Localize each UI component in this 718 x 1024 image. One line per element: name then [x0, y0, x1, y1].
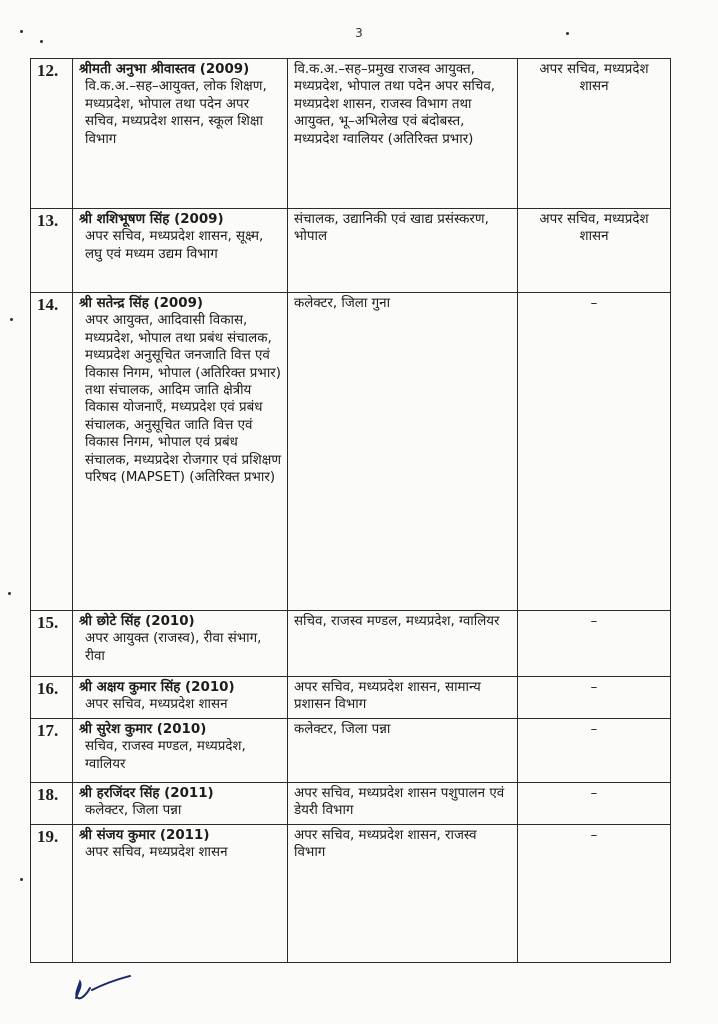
- transfer-order-table: [30, 58, 671, 963]
- officer-name: श्री हरजिंदर सिंह (2011): [79, 786, 214, 801]
- officer-cell: [73, 783, 288, 825]
- serial-cell: [31, 719, 73, 783]
- officer-cell: [73, 293, 288, 611]
- serial-number: 12.: [37, 61, 59, 80]
- serial-cell: [31, 59, 73, 209]
- serial-number: 16.: [37, 679, 59, 698]
- officer-current-post: अपर आयुक्त (राजस्व), रीवा संभाग, रीवा: [85, 631, 262, 664]
- new-posting-cell: संचालक, उद्यानिकी एवं खाद्य प्रसंस्करण, भोपाल: [288, 209, 518, 293]
- rank-cell: [518, 783, 671, 825]
- serial-number: 14.: [37, 295, 59, 314]
- serial-number: 15.: [37, 613, 59, 632]
- new-posting-cell: कलेक्टर, जिला गुना: [288, 293, 518, 611]
- table-row: [31, 719, 671, 783]
- officer-name: श्री संजय कुमार (2011): [79, 828, 210, 843]
- officer-cell: [73, 59, 288, 209]
- table-row: [31, 825, 671, 963]
- rank-text: –: [590, 828, 598, 843]
- rank-text: –: [590, 680, 598, 695]
- rank-cell: [518, 293, 671, 611]
- rank-cell: [518, 611, 671, 677]
- serial-cell: [31, 611, 73, 677]
- serial-cell: [31, 209, 73, 293]
- officer-name: श्रीमती अनुभा श्रीवास्तव (2009): [79, 62, 250, 77]
- scan-speck: [40, 40, 43, 43]
- officer-name: श्री सतेन्द्र सिंह (2009): [79, 296, 204, 311]
- rank-text: अपर सचिव, मध्यप्रदेश शासन: [539, 62, 649, 95]
- officer-cell: [73, 719, 288, 783]
- rank-cell: [518, 719, 671, 783]
- new-posting-cell: अपर सचिव, मध्यप्रदेश शासन, राजस्व विभाग: [288, 825, 518, 963]
- serial-number: 19.: [37, 827, 59, 846]
- table-row: [31, 209, 671, 293]
- rank-text: –: [590, 786, 598, 801]
- rank-cell: [518, 59, 671, 209]
- rank-text: अपर सचिव, मध्यप्रदेश शासन: [539, 212, 649, 245]
- rank-cell: [518, 209, 671, 293]
- officer-current-post: कलेक्टर, जिला पन्ना: [85, 803, 182, 819]
- rank-text: –: [590, 722, 598, 737]
- table-row: [31, 677, 671, 719]
- scan-speck: [20, 878, 23, 881]
- new-posting-cell: सचिव, राजस्व मण्डल, मध्यप्रदेश, ग्वालियर: [288, 611, 518, 677]
- new-posting-cell: वि.क.अ.–सह–प्रमुख राजस्व आयुक्त, मध्यप्रदेश, भोपाल तथा पदेन अपर सचिव, मध्यप्रदेश शासन, राजस्व विभाग तथा आयुक्त, भू–अभिलेख एवं बंदोबस्त, मध्यप्रदेश ग्वालियर (अतिरिक्त प्रभार): [288, 59, 518, 209]
- officer-current-post: वि.क.अ.–सह–आयुक्त, लोक शिक्षण, मध्यप्रदेश, भोपाल तथा पदेन अपर सचिव, मध्यप्रदेश शासन, स्कूल शिक्षा विभाग: [85, 79, 267, 147]
- officer-current-post: सचिव, राजस्व मण्डल, मध्यप्रदेश, ग्वालियर: [85, 739, 246, 772]
- officer-cell: [73, 677, 288, 719]
- officer-current-post: अपर आयुक्त, आदिवासी विकास, मध्यप्रदेश, भोपाल तथा प्रबंध संचालक, मध्यप्रदेश अनुसूचित जनजाति वित्त एवं विकास निगम, भोपाल (अतिरिक्त प्रभार) तथा संचालक, आदिम जाति क्षेत्रीय विकास योजनाएँ, मध्यप्रदेश एवं प्रबंध संचालक, अनुसूचित जाति वित्त एवं विकास निगम, भोपाल एवं प्रबंध संचालक, मध्यप्रदेश रोजगार एवं प्रशिक्षण परिषद (MAPSET) (अतिरिक्त प्रभार): [85, 313, 282, 486]
- serial-number: 13.: [37, 211, 59, 230]
- new-posting-cell: अपर सचिव, मध्यप्रदेश शासन पशुपालन एवं डेयरी विभाग: [288, 783, 518, 825]
- new-posting-cell: कलेक्टर, जिला पन्ना: [288, 719, 518, 783]
- table-row: [31, 783, 671, 825]
- officer-cell: [73, 209, 288, 293]
- serial-number: 18.: [37, 785, 59, 804]
- serial-cell: [31, 825, 73, 963]
- officer-current-post: अपर सचिव, मध्यप्रदेश शासन: [85, 697, 228, 713]
- rank-text: –: [590, 296, 598, 311]
- table-row: [31, 611, 671, 677]
- officer-current-post: अपर सचिव, मध्यप्रदेश शासन, सूक्ष्म, लघु एवं मध्यम उद्यम विभाग: [85, 229, 264, 262]
- serial-cell: [31, 783, 73, 825]
- signature-mark: [70, 968, 140, 1004]
- officer-name: श्री अक्षय कुमार सिंह (2010): [79, 680, 235, 695]
- officer-name: श्री शशिभूषण सिंह (2009): [79, 212, 224, 227]
- table-row: [31, 59, 671, 209]
- new-posting-cell: अपर सचिव, मध्यप्रदेश शासन, सामान्य प्रशासन विभाग: [288, 677, 518, 719]
- officer-cell: [73, 825, 288, 963]
- officer-name: श्री छोटे सिंह (2010): [79, 614, 195, 629]
- rank-cell: [518, 825, 671, 963]
- table-row: [31, 293, 671, 611]
- rank-cell: [518, 677, 671, 719]
- serial-cell: [31, 677, 73, 719]
- page-number: 3: [355, 26, 363, 40]
- officer-cell: [73, 611, 288, 677]
- officer-name: श्री सुरेश कुमार (2010): [79, 722, 207, 737]
- serial-cell: [31, 293, 73, 611]
- scan-speck: [8, 592, 11, 595]
- scan-speck: [20, 30, 23, 33]
- rank-text: –: [590, 614, 598, 629]
- scan-speck: [566, 32, 569, 35]
- officer-current-post: अपर सचिव, मध्यप्रदेश शासन: [85, 845, 228, 861]
- scan-speck: [10, 318, 13, 321]
- serial-number: 17.: [37, 721, 59, 740]
